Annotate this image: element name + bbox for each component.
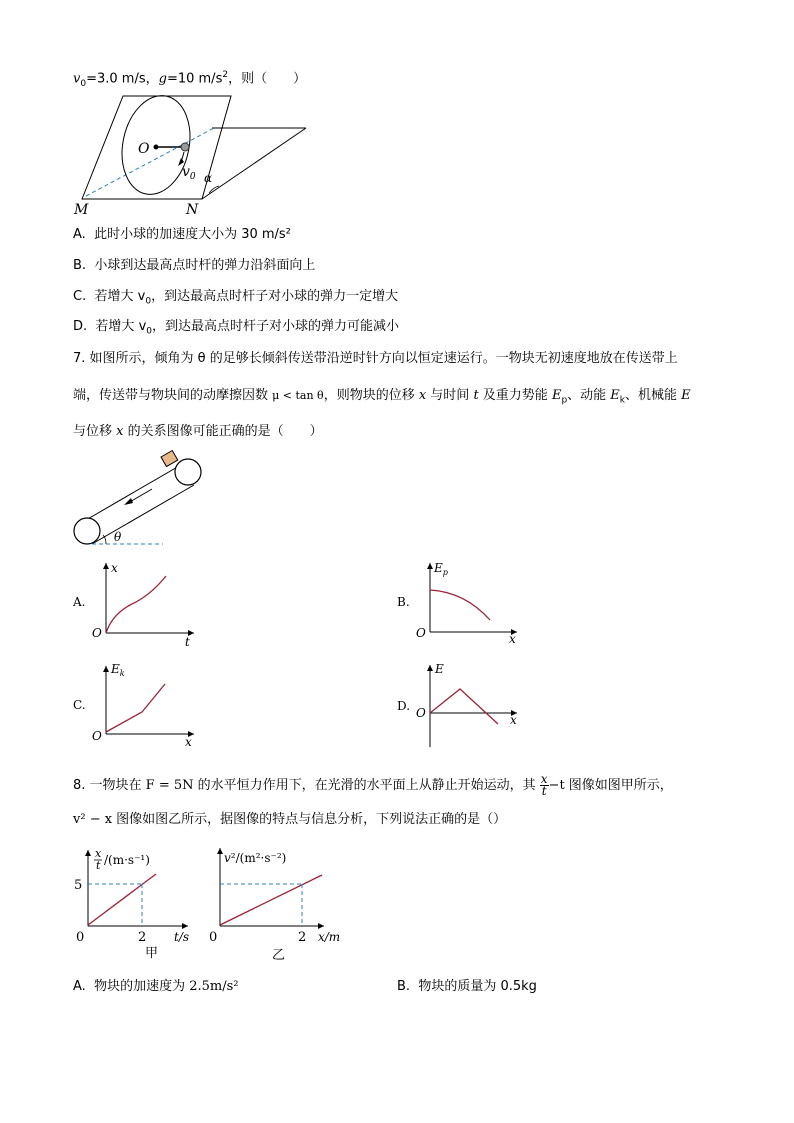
q8-yi-xtick: 2 <box>298 930 307 945</box>
q7-graph-b-y: $E_p$ <box>434 561 448 577</box>
q7-graph-d-y: E <box>435 662 444 676</box>
q6-option-d: D. 若增大 $v_0$，到达最高点时杆子对小球的弹力可能减小 <box>73 319 400 337</box>
q6-option-a: A. 此时小球的加速度大小为 30 m/s² <box>73 227 291 242</box>
q8-yi-xlabel: x/m <box>318 930 341 944</box>
q7-graph-a-origin: O <box>92 626 102 640</box>
q6-label-O: O <box>138 141 150 157</box>
q8-yi-caption: 乙 <box>272 948 286 963</box>
q6-label-N: N <box>186 202 199 218</box>
q7-graph-c-y: $E_k$ <box>111 662 125 678</box>
q6-option-c: C. 若增大 $v_0$，到达最高点时杆子对小球的弹力一定增大 <box>73 289 399 307</box>
q8-line1: 8. 一物块在 F = 5N 的水平恒力作用下，在光滑的水平面上从静止开始运动，其 $\frac{x}{t}$ −t 图像如图甲所示， <box>73 772 673 798</box>
q7-line3: 与位移 x 的关系图像可能正确的是（ ） <box>73 424 323 439</box>
q8-jia-xlabel: t/s <box>174 930 190 944</box>
q7-graph-a-y: x <box>111 561 118 575</box>
q7-graph-a-x: t <box>185 635 190 649</box>
q8-jia-ylabel-num: x <box>95 847 102 860</box>
q8-line2: v² − x 图像如图乙所示，据图像的特点与信息分析，下列说法正确的是（） <box>73 812 507 827</box>
q8-jia-caption: 甲 <box>145 946 159 961</box>
q7-graph-b-x: x <box>509 632 516 646</box>
q7-graph-d-label: D. <box>397 699 411 713</box>
q8-jia-ylabel-den: t <box>96 859 101 872</box>
q8-option-a: A. 物块的加速度为 2.5m/s² <box>73 979 239 994</box>
q8-jia-xtick: 2 <box>138 930 147 945</box>
q7-graph-a-label: A. <box>73 595 86 609</box>
q7-graph-b-label: B. <box>397 595 410 609</box>
q7-line2: 端，传送带与物块间的动摩擦因数 μ < tan θ，则物块的位移 x 与时间 t 及重力势能 $E_p$、动能 $E_k$、机械能 E <box>73 388 691 406</box>
q6-label-M: M <box>74 202 89 218</box>
q7-line1: 7. 如图所示，倾角为 θ 的足够长倾斜传送带沿逆时针方向以恒定速运行。一物块无初速度地放在传送带上 <box>73 351 678 366</box>
q7-graph-d-x: x <box>510 713 517 727</box>
q7-graph-c-label: C. <box>73 698 86 712</box>
q7-graph-b-origin: O <box>416 626 426 640</box>
q8-jia-origin: 0 <box>76 930 85 945</box>
q8-yi-ylabel: v²/(m²·s⁻²) <box>224 851 287 865</box>
q6-label-v0: $v_0$ <box>182 164 196 182</box>
q8-yi-origin: 0 <box>209 930 218 945</box>
q7-label-theta: θ <box>114 530 122 544</box>
q7-graph-d-origin: O <box>416 706 426 720</box>
q6-header: $v_0=3.0$ m/s，g=10 $m/s^2$，则（ ） <box>73 70 307 89</box>
q6-option-b: B. 小球到达最高点时杆的弹力沿斜面向上 <box>73 258 316 273</box>
q6-label-alpha: α <box>204 171 213 185</box>
q7-graph-c-origin: O <box>92 729 102 743</box>
q7-graph-c-x: x <box>185 735 192 749</box>
q8-jia-ylabel: /(m·s⁻¹) <box>104 853 150 867</box>
q8-jia-ytick: 5 <box>74 878 83 893</box>
q8-option-b: B. 物块的质量为 0.5kg <box>397 979 537 994</box>
